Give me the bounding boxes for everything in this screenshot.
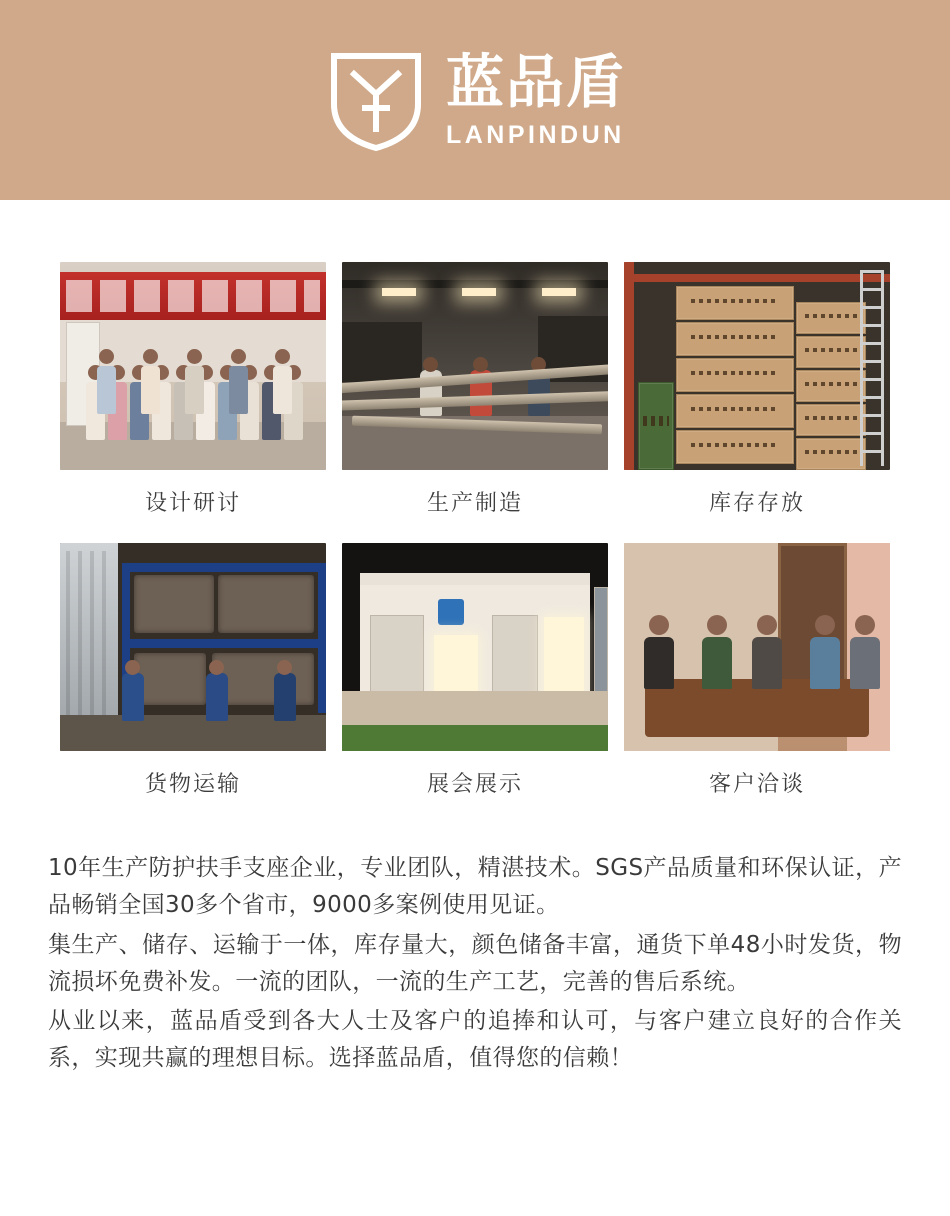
product-carton xyxy=(796,302,866,334)
product-carton xyxy=(676,394,794,428)
brand-wordmark xyxy=(445,47,626,149)
product-carton xyxy=(676,430,794,464)
goods-bundle xyxy=(134,653,206,705)
photo-goods-transport xyxy=(60,543,326,751)
hall-carpet xyxy=(342,725,608,751)
gallery-item-manufacturing xyxy=(342,262,608,535)
ceiling-light xyxy=(462,288,496,296)
storage-rack xyxy=(624,262,634,470)
gallery-item-inventory-storage xyxy=(624,262,890,535)
caption-inventory-storage: 库存存放 xyxy=(708,491,805,516)
caption-exhibition-display: 展会展示 xyxy=(426,772,523,797)
caption-manufacturing: 生产制造 xyxy=(426,491,523,516)
photo-client-negotiation xyxy=(624,543,890,751)
green-crate xyxy=(638,382,674,470)
gallery-item-design-seminar xyxy=(60,262,326,535)
brand-name-en: LANPINDUN xyxy=(445,120,625,149)
description-paragraph-2: 集生产、储存、运输于一体，库存量大，颜色储备丰富，通货下单48小时发货，物流损坏免费补发。一流的团队，一流的生产工艺，完善的售后系统。 xyxy=(48,931,902,995)
factory-machine xyxy=(342,322,422,382)
product-carton xyxy=(796,336,866,368)
ceiling-light xyxy=(542,288,576,296)
gallery-item-goods-transport xyxy=(60,543,326,816)
hall-floor xyxy=(342,691,608,725)
ladder xyxy=(860,270,884,466)
group-of-people xyxy=(86,328,308,440)
description-paragraph-3: 从业以来，蓝品盾受到各大人士及客户的追捧和认可，与客户建立良好的合作关系，实现共赢的理想目标。选择蓝品盾，值得您的信赖！ xyxy=(48,1008,902,1072)
product-carton xyxy=(676,358,794,392)
caption-client-negotiation: 客户洽谈 xyxy=(708,772,805,797)
seminar-banner xyxy=(60,272,326,320)
ceiling-beam xyxy=(342,280,608,288)
lit-showcase xyxy=(434,635,478,697)
gallery-item-client-negotiation xyxy=(624,543,890,816)
product-carton xyxy=(796,370,866,402)
photo-gallery xyxy=(0,200,950,824)
goods-bundle xyxy=(134,575,214,633)
shield-logo-icon xyxy=(324,46,428,154)
brand-name-cn: 蓝品盾 xyxy=(445,47,626,116)
logistics-worker xyxy=(122,673,144,721)
photo-exhibition-display xyxy=(342,543,608,751)
blue-shelf xyxy=(318,563,326,713)
product-carton xyxy=(676,286,794,320)
brand-logo-block xyxy=(324,46,626,154)
brand-banner xyxy=(0,0,950,200)
logistics-worker xyxy=(274,673,296,721)
product-carton xyxy=(676,322,794,356)
blue-shelf xyxy=(122,563,326,572)
blue-shelf xyxy=(122,639,326,648)
product-carton xyxy=(796,438,866,470)
goods-bundle xyxy=(218,575,314,633)
description-paragraph-1: 10年生产防护扶手支座企业，专业团队，精湛技术。SGS产品质量和环保认证，产品畅销全国30多个省市，9000多案例使用见证。 xyxy=(48,855,902,919)
photo-manufacturing xyxy=(342,262,608,470)
caption-design-seminar: 设计研讨 xyxy=(144,491,241,516)
photo-inventory-storage xyxy=(624,262,890,470)
ceiling-light xyxy=(382,288,416,296)
logistics-worker xyxy=(206,673,228,721)
product-carton xyxy=(796,404,866,436)
caption-goods-transport: 货物运输 xyxy=(144,772,241,797)
booth-logo-icon xyxy=(438,599,464,625)
company-description xyxy=(0,824,950,1078)
photo-design-seminar xyxy=(60,262,326,470)
storage-rack xyxy=(624,274,890,282)
gallery-item-exhibition-display xyxy=(342,543,608,816)
